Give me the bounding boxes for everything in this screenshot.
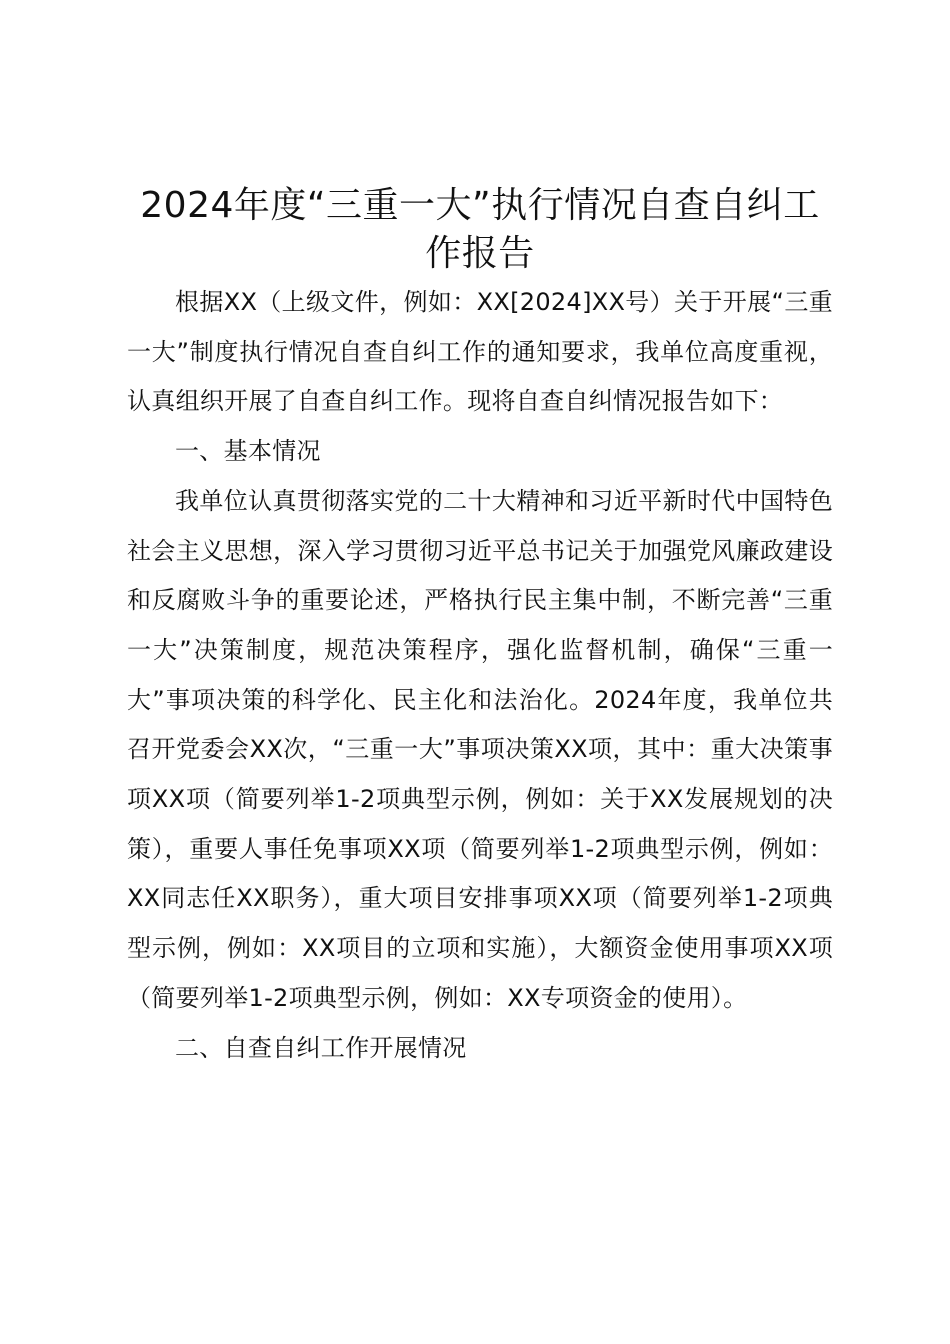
basic-situation-paragraph: 我单位认真贯彻落实党的二十大精神和习近平新时代中国特色社会主义思想，深入学习贯彻习近平总书记关于加强党风廉政建设和反腐败斗争的重要论述，严格执行民主集中制，不断完善“三重一大”决策制度，规范决策程序，强化监督机制，确保“三重一大”事项决策的科学化、民主化和法治化。2024年度，我单位共召开党委会XX次，“三重一大”事项决策XX项，其中：重大决策事项XX项（简要列举1-2项典型示例，例如：关于XX发展规划的决策），重要人事任免事项XX项（简要列举1-2项典型示例，例如：XX同志任XX职务），重大项目安排事项XX项（简要列举1-2项典型示例，例如：XX项目的立项和实施），大额资金使用事项XX项（简要列举1-2项典型示例，例如：XX专项资金的使用）。 — [127, 486, 833, 1012]
section-heading-basic-situation: 一、基本情况 — [175, 437, 321, 466]
intro-paragraph: 根据XX（上级文件，例如：XX[2024]XX号）关于开展“三重一大”制度执行情况自查自纠工作的通知要求，我单位高度重视，认真组织开展了自查自纠工作。现将自查自纠情况报告如下： — [127, 288, 833, 416]
document-page — [127, 182, 833, 1073]
document-title: 2024年度“三重一大”执行情况自查自纠工作报告 — [140, 185, 820, 274]
section-heading-self-inspection: 二、自查自纠工作开展情况 — [175, 1033, 467, 1062]
